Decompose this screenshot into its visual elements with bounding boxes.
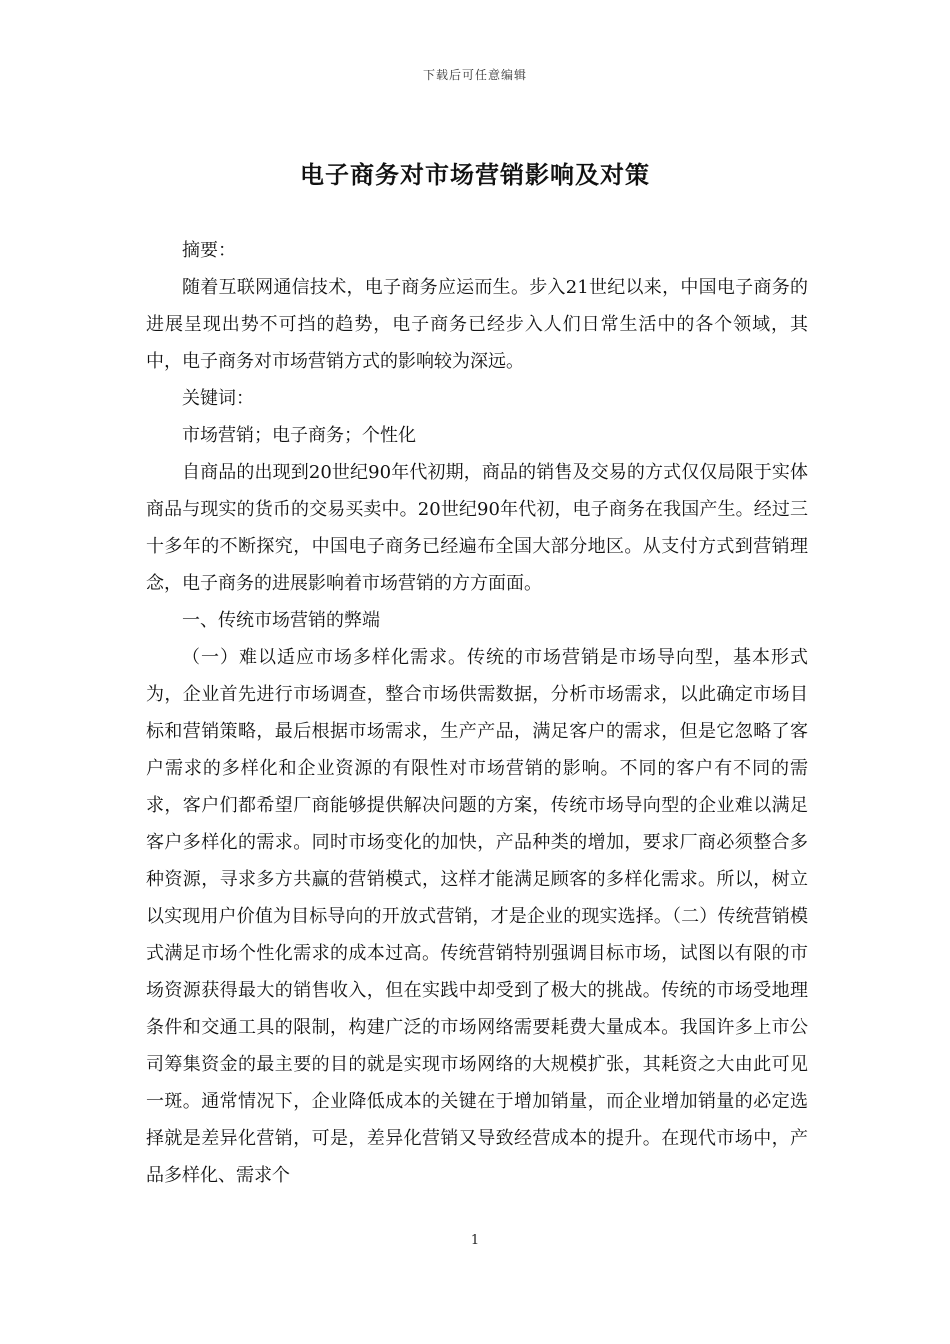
keywords-paragraph: 市场营销；电子商务；个性化 bbox=[182, 425, 416, 446]
document-title: 电子商务对市场营销影响及对策 bbox=[300, 160, 650, 189]
section-paragraph: （一）难以适应市场多样化需求。传统的市场营销是市场导向型，基本形式为，企业首先进行市场调查，整合市场供需数据，分析市场需求，以此确定市场目标和营销策略，最后根据市场需求，生产产品，满足客户的需求，但是它忽略了客户需求的多样化和企业资源的有限性对市场营销的影响。不同的客户有不同的需求，客户们都希望厂商能够提供解决问题的方案，传统市场导向型的企业难以满足客户多样化的需求。同时市场变化的加快，产品种类的增加，要求厂商必须整合多种资源，寻求多方共赢的营销模式，这样才能满足顾客的多样化需求。所以，树立以实现用户价值为目标导向的开放式营销，才是企业的现实选择。（二）传统营销模式满足市场个性化需求的成本过高。传统营销特别强调目标市场，试图以有限的市场资源获得最大的销售收入，但在实践中却受到了极大的挑战。传统的市场受地理条件和交通工具的限制，构建广泛的市场网络需要耗费大量成本。我国许多上市公司筹集资金的最主要的目的就是实现市场网络的大规模扩张，其耗资之大由此可见一斑。通常情况下，企业降低成本的关键在于增加销量，而企业增加销量的必定选择就是差异化营销，可是，差异化营销又导致经营成本的提升。在现代市场中，产品多样化、需求个 bbox=[146, 647, 808, 1186]
intro-paragraph: 自商品的出现到20世纪90年代初期，商品的销售及交易的方式仅仅局限于实体商品与现实的货币的交易买卖中。20世纪90年代初，电子商务在我国产生。经过三十多年的不断探究，中国电子商务已经遍布全国大部分地区。从支付方式到营销理念，电子商务的进展影响着市场营销的方方面面。 bbox=[146, 462, 808, 594]
header-note: 下载后可任意编辑 bbox=[422, 68, 527, 82]
document-body bbox=[146, 232, 808, 1194]
abstract-label: 摘要： bbox=[182, 240, 236, 261]
keywords-label: 关键词： bbox=[182, 388, 254, 409]
abstract-paragraph: 随着互联网通信技术，电子商务应运而生。步入21世纪以来，中国电子商务的进展呈现出势不可挡的趋势，电子商务已经步入人们日常生活中的各个领域，其中，电子商务对市场营销方式的影响较为深远。 bbox=[146, 277, 808, 372]
page-number: 1 bbox=[470, 1233, 480, 1248]
section-heading: 一、传统市场营销的弊端 bbox=[182, 610, 380, 631]
